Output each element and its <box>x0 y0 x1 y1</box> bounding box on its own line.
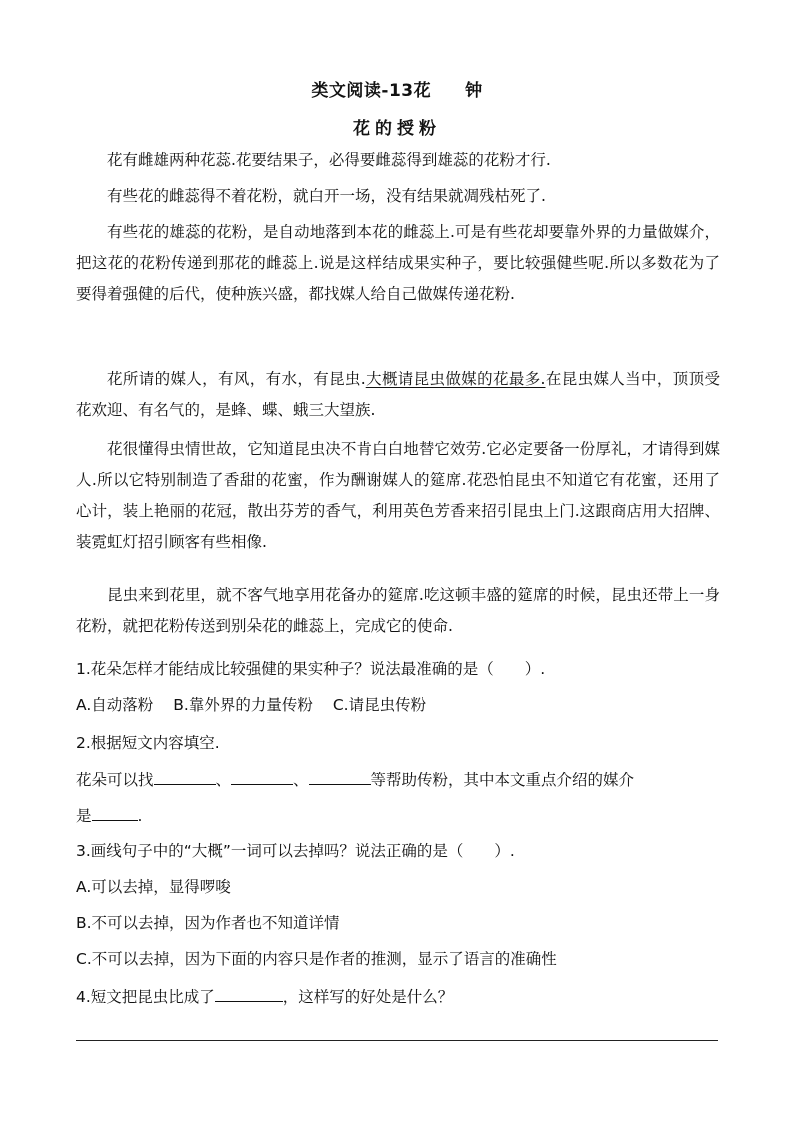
underlined-sentence: 大概请昆虫做媒的花最多. <box>365 370 546 388</box>
q4-text-rest: ，这样写的好处是什么？ <box>282 988 454 1006</box>
answer-blank[interactable] <box>215 984 283 1002</box>
q1-option-b: B.靠外界的力量传粉 <box>173 696 313 714</box>
title-main: 类文阅读-13花 <box>311 81 432 101</box>
question-3: 3.画线句子中的“大概”一词可以去掉吗？说法正确的是（ ）. <box>76 842 515 860</box>
paragraph-3: 有些花的雄蕊的花粉，是自动地落到本花的雌蕊上.可是有些花却要靠外界的力量做媒介，把这花的花粉传递到那花的雌蕊上.说是这样结成果实种子，要比较强健些呢.所以多数花为了要得着强健的后代，使种族兴盛，都找媒人给自己做媒传递花粉. <box>76 223 720 303</box>
question-1-options <box>76 693 726 717</box>
q4-text-lead: 4.短文把昆虫比成了 <box>76 988 215 1006</box>
document-title <box>0 76 794 101</box>
q1-option-c: C.请昆虫传粉 <box>332 696 427 714</box>
q3-option-c: C.不可以去掉，因为下面的内容只是作者的推测，显示了语言的准确性 <box>76 950 557 968</box>
paragraph-6: 昆虫来到花里，就不客气地享用花备办的筵席.吃这顿丰盛的筵席的时候，昆虫还带上一身花粉，就把花粉传送到别朵花的雌蕊上，完成它的使命. <box>76 586 720 635</box>
q2-text-lead: 花朵可以找 <box>76 771 154 789</box>
q2-separator: 、 <box>293 771 309 789</box>
q2-separator: 、 <box>215 771 232 789</box>
paragraph-4 <box>76 364 720 426</box>
question-2: 2.根据短文内容填空. <box>76 734 220 752</box>
passage-title: 花的授粉 <box>353 119 441 139</box>
q3-option-b: B.不可以去掉，因为作者也不知道详情 <box>76 914 340 932</box>
answer-blank[interactable] <box>309 767 371 785</box>
question-2-fill-line-2 <box>76 803 726 828</box>
q1-option-a: A.自动落粉 <box>76 696 154 714</box>
answer-blank[interactable] <box>92 803 138 821</box>
q2-text-middle: 等帮助传粉，其中本文重点介绍的媒介 <box>370 771 635 789</box>
paragraph-4-lead: 花所请的媒人，有风，有水，有昆虫. <box>107 370 366 388</box>
paragraph-2: 有些花的雌蕊得不着花粉，就白开一场，没有结果就凋残枯死了. <box>107 187 546 205</box>
paragraph-1: 花有雌雄两种花蕊.花要结果子，必得要雌蕊得到雄蕊的花粉才行. <box>107 151 551 169</box>
question-2-fill-line <box>76 767 726 792</box>
answer-blank[interactable] <box>231 767 293 785</box>
paragraph-5: 花很懂得虫情世故，它知道昆虫决不肯白白地替它效劳.它必定要备一份厚礼，才请得到媒人.所以它特别制造了香甜的花蜜，作为酬谢媒人的筵席.花恐怕昆虫不知道它有花蜜，还用了心计，装上艳丽的花冠，散出芬芳的香气，利用英色芳香来招引昆虫上门.这跟商店用大招牌、装霓虹灯招引顾客有些相像. <box>76 440 720 551</box>
q3-option-a: A.可以去掉，显得啰唆 <box>76 878 231 896</box>
answer-line[interactable] <box>76 1040 718 1041</box>
title-tail: 钟 <box>465 81 483 101</box>
answer-blank[interactable] <box>154 767 216 785</box>
question-1: 1.花朵怎样才能结成比较强健的果实种子？说法最准确的是（ ）. <box>76 660 546 678</box>
question-4 <box>76 984 726 1009</box>
q2-text-start: 是 <box>76 807 92 825</box>
q2-text-end: . <box>137 807 143 825</box>
paragraph-4-rest: 在昆虫媒人当中，顶顶受花欢迎、有名气的，是蜂、蝶、蛾三大望族. <box>76 370 720 419</box>
